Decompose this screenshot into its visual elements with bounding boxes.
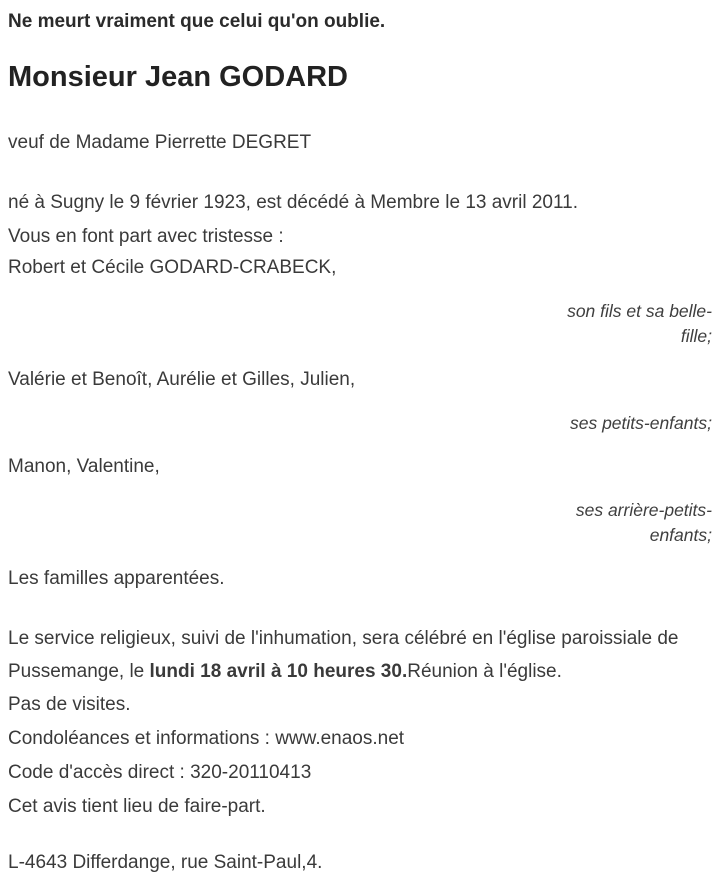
- mourners-list: [8, 254, 712, 548]
- deceased-name-title: Monsieur Jean GODARD: [8, 61, 348, 93]
- mourner-entry: [8, 366, 712, 436]
- visits-line: Pas de visites.: [8, 694, 131, 715]
- mourner-entry: [8, 453, 712, 548]
- faire-part-line: Cet avis tient lieu de faire-part.: [8, 796, 266, 817]
- address-line: L-4643 Differdange, rue Saint-Paul,4.: [8, 852, 323, 873]
- access-code-line: Code d'accès direct : 320-20110413: [8, 762, 312, 783]
- service-text-after: Réunion à l'église.: [407, 661, 562, 682]
- mourner-names: Manon, Valentine,: [8, 456, 160, 477]
- service-text-before: Le service religieux, suivi de l'inhumation, sera célébré en l'église paroissiale de Pussemange, le: [8, 628, 679, 682]
- related-families-line: Les familles apparentées.: [8, 568, 225, 589]
- service-paragraph: [8, 622, 712, 688]
- mourner-entry: [8, 254, 712, 349]
- epitaph-quote: Ne meurt vraiment que celui qu'on oublie.: [8, 11, 386, 32]
- condolences-line: Condoléances et informations : www.enaos.net: [8, 728, 405, 749]
- mourner-names: Robert et Cécile GODARD-CRABECK,: [8, 257, 337, 278]
- spouse-line: veuf de Madame Pierrette DEGRET: [8, 132, 312, 153]
- service-datetime: lundi 18 avril à 10 heures 30.: [149, 661, 408, 682]
- mourner-relation: son fils et sa belle-fille;: [567, 300, 712, 346]
- announcement-line: Vous en font part avec tristesse :: [8, 226, 284, 247]
- birth-death-line: né à Sugny le 9 février 1923, est décédé à Membre le 13 avril 2011.: [8, 192, 578, 213]
- mourner-relation: ses petits-enfants;: [569, 412, 712, 433]
- mourner-names: Valérie et Benoît, Aurélie et Gilles, Julien,: [8, 369, 356, 390]
- mourner-relation: ses arrière-petits-enfants;: [575, 499, 712, 545]
